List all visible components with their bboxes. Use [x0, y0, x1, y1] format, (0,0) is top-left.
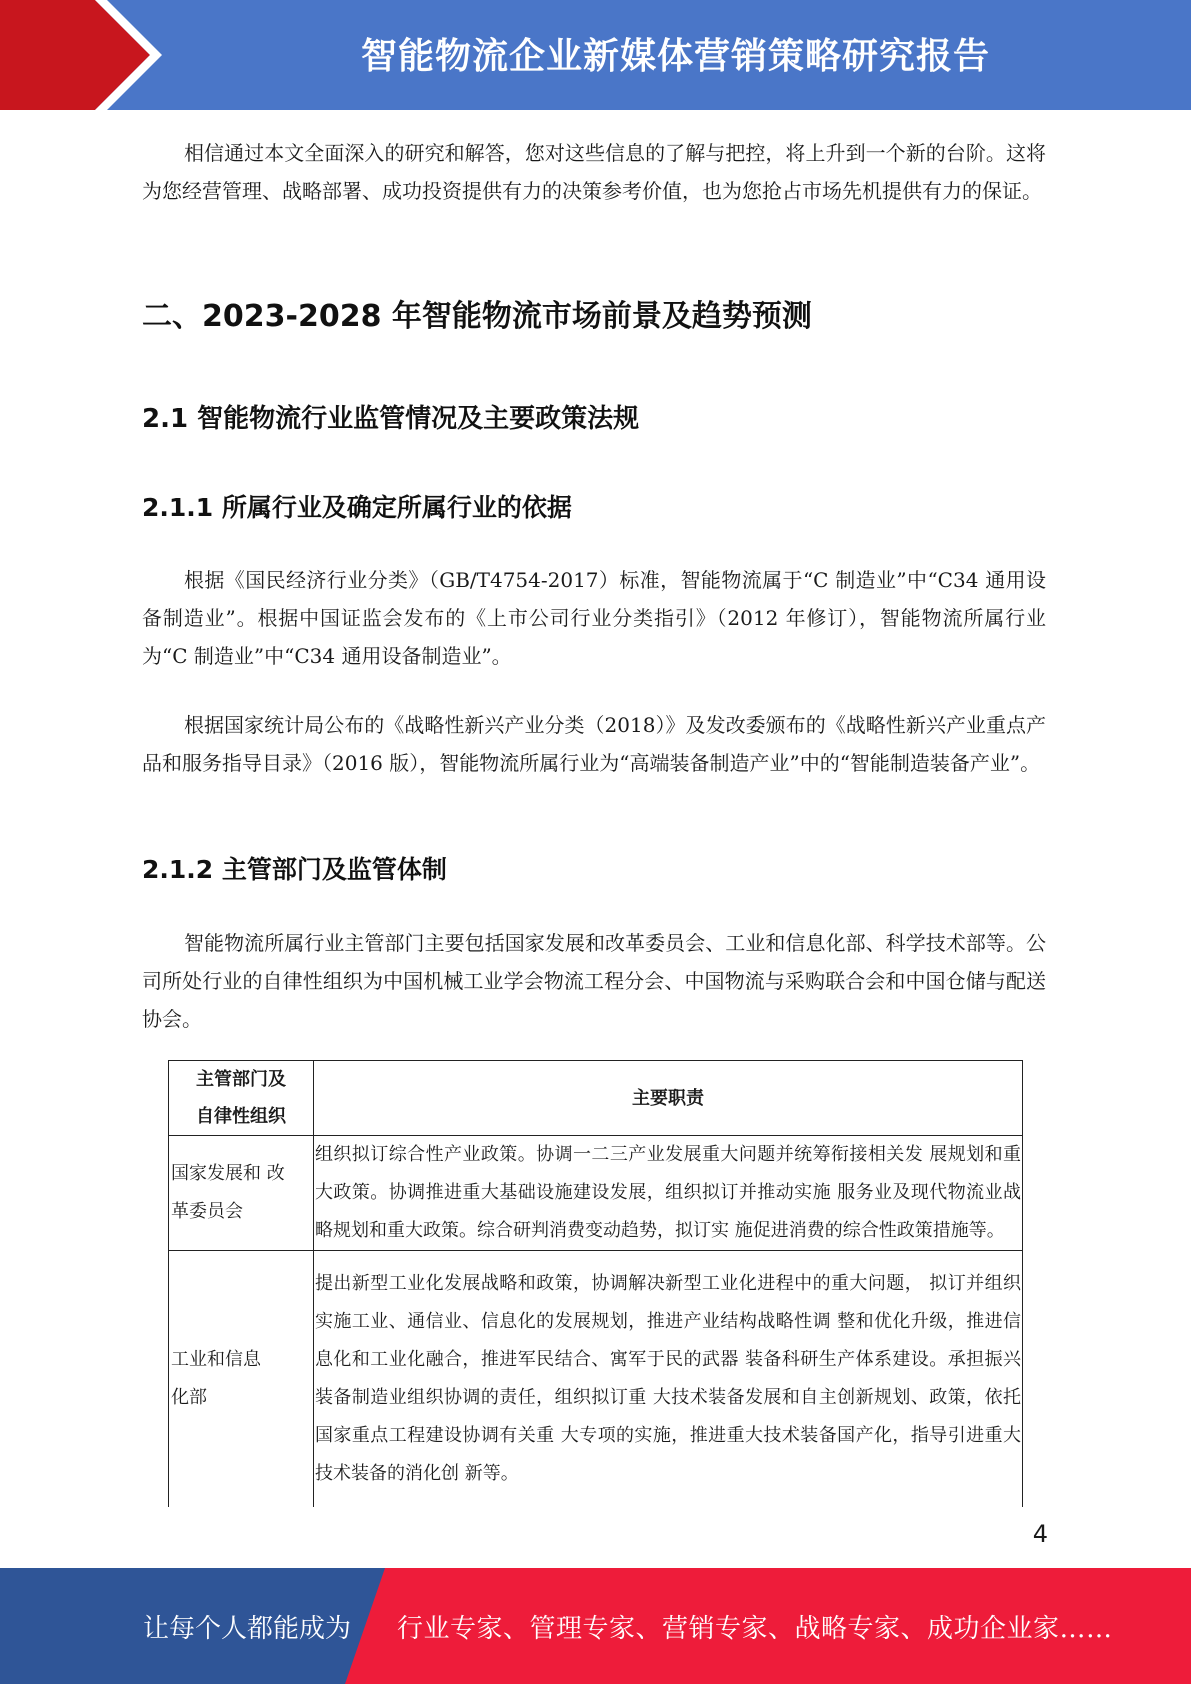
section-heading: 二、2023-2028 年智能物流市场前景及趋势预测 — [142, 299, 812, 334]
subsection-heading: 2.1 智能物流行业监管情况及主要政策法规 — [142, 404, 640, 434]
page-number: 4 — [1032, 1520, 1048, 1548]
report-title: 智能物流企业新媒体营销策略研究报告 — [360, 36, 990, 77]
paragraph-regulators: 智能物流所属行业主管部门主要包括国家发展和改革委员会、工业和信息化部、科学技术部等。公司所处行业的自律性组织为中国机械工业学会物流工程分会、中国物流与采购联合会和中国仓储与配送协会。 — [142, 931, 1046, 1031]
paragraph-strategic-industry: 根据国家统计局公布的《战略性新兴产业分类（2018）》及发改委颁布的《战略性新兴产业重点产品和服务指导目录》（2016 版），智能物流所属行业为“高端装备制造产业”中的“智能制造装备产业”。 — [142, 713, 1046, 775]
footer-slogan-right: 行业专家、管理专家、营销专家、战略专家、成功企业家…… — [397, 1614, 1113, 1644]
item-heading-2-1-1: 2.1.1 所属行业及确定所属行业的依据 — [142, 493, 572, 522]
footer-banner — [0, 1568, 1191, 1684]
regulator-table — [168, 1060, 1023, 1507]
table-cell-duty: 提出新型工业化发展战略和政策，协调解决新型工业化进程中的重大问题， 拟订并组织实施工业、通信业、信息化的发展规划，推进产业结构战略性调 整和优化升级，推进信息化和工业化融合，推进军民结合、寓军于民的武器 装备科研生产体系建设。承担振兴装备制造业组织协调的责任，组织拟订重 大技术装备发展和自主创新规划、政策，依托国家重点工程建设协调有关重 大专项的实施，推进重大技术装备国产化，指导引进重大技术装备的消化创 新等。 — [314, 1251, 1023, 1508]
intro-paragraph: 相信通过本文全面深入的研究和解答，您对这些信息的了解与把控，将上升到一个新的台阶。这将为您经营管理、战略部署、成功投资提供有力的决策参考价值，也为您抢占市场先机提供有力的保证。 — [142, 141, 1046, 203]
item-heading-2-1-2: 2.1.2 主管部门及监管体制 — [142, 855, 447, 884]
footer-slogan-left: 让每个人都能成为 — [143, 1614, 352, 1644]
table-header-row — [169, 1061, 1023, 1136]
table-header-org: 主管部门及 自律性组织 — [169, 1061, 314, 1136]
table-cell-org: 工业和信息 化部 — [169, 1251, 314, 1508]
table-cell-duty: 组织拟订综合性产业政策。协调一二三产业发展重大问题并统筹衔接相关发 展规划和重大政策。协调推进重大基础设施建设发展，组织拟订并推动实施 服务业及现代物流业战略规划和重大政策。综合研判消费变动趋势，拟订实 施促进消费的综合性政策措施等。 — [314, 1136, 1023, 1251]
table-row — [169, 1136, 1023, 1251]
table-header-duty: 主要职责 — [314, 1061, 1023, 1136]
paragraph-industry-classification: 根据《国民经济行业分类》（GB/T4754-2017）标准，智能物流属于“C 制造业”中“C34 通用设备制造业”。根据中国证监会发布的《上市公司行业分类指引》（2012 年修订），智能物流所属行业为“C 制造业”中“C34 通用设备制造业”。 — [142, 568, 1046, 668]
table-cell-org: 国家发展和 改 革委员会 — [169, 1136, 314, 1251]
header-banner — [0, 0, 1191, 110]
table-row — [169, 1251, 1023, 1508]
